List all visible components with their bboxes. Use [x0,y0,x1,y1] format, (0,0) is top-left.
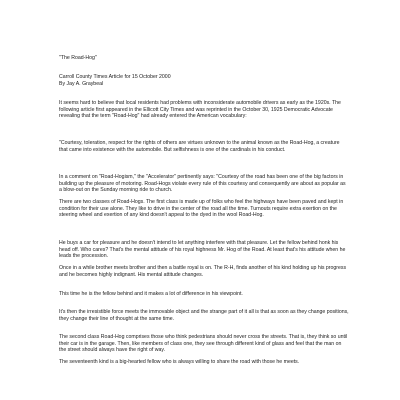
paragraph-irresistible-force: It's then the irresistible force meets the immovable object and the strange part of it all is that as soon as they change positions, they change their line of thought at the same time. [59,309,349,322]
paragraph-courtesy: "Courtesy, toleration, respect for the rights of others are virtues unknown to the animal known as the Road-Hog, a creature that came into existence with the automobile. But selfishness is one of the cardinals in his conduct. [59,140,340,153]
paragraph-seventeenth-kind: The seventeenth kind is a big-hearted fellow who is always willing to share the road with those he meets. [59,359,300,365]
article-title: "The Road-Hog" [59,55,97,61]
source-line: Carroll County Times Article for 15 October 2000 [59,74,171,80]
paragraph-accelerator-comment: In a comment on "Road-Hogism," the "Accelerator" pertinently says: "Courtesy of the road has been one of the big factors in building up the pleasure of motoring. Road-Hogs violate every rule of this courtesy and consequently are about as popular as a blow-out on the Sunday morning ride to church. [59,174,346,194]
paragraph-buys-car: He buys a car for pleasure and he doesn't intend to let anything interfere with that pleasure. Let the fellow behind honk his head off. Who cares? That's the mental attitude of his royal highness Mr. Hog of the Road. At least that's his attitude when he leads the procession. [59,240,346,260]
paragraph-battle-royal: Once in a while brother meets brother and then a battle royal is on. The R-H, finds another of his kind holding up his progress and he becomes highly indignant. His mental attitude changes. [59,265,347,278]
paragraph-second-class: The second class Road-Hog comprises those who think pedestrians should never cross the streets. That is, they think so until their car is in the garage. Then, like members of class one, they see through different kind of glass and feel that the man on the street should always have the right of way. [59,334,348,354]
paragraph-two-classes: There are two classes of Road-Hogs. The first class is made up of folks who feel the highways have been paved and kept in condition for their use alone. They like to drive in the center of the road all the time. Turnouts require extra exertion on the steering wheel and exertion of any kind doesn't appeal to the dyed in the wool Road-Hog. [59,199,344,219]
byline: By Jay A. Graybeal [59,81,104,87]
paragraph-intro: It seems hard to believe that local residents had problems with inconsiderate automobile drivers as early as the 1920s. The following article first appeared in the Ellicott City Times and was reprinted in the October 30, 1925 Democratic Advocate revealing that the term "Road-Hog" had already entered the American vocabulary: [59,100,341,120]
paragraph-fellow-behind: This time he is the fellow behind and it makes a lot of difference in his viewpoint. [59,291,243,297]
